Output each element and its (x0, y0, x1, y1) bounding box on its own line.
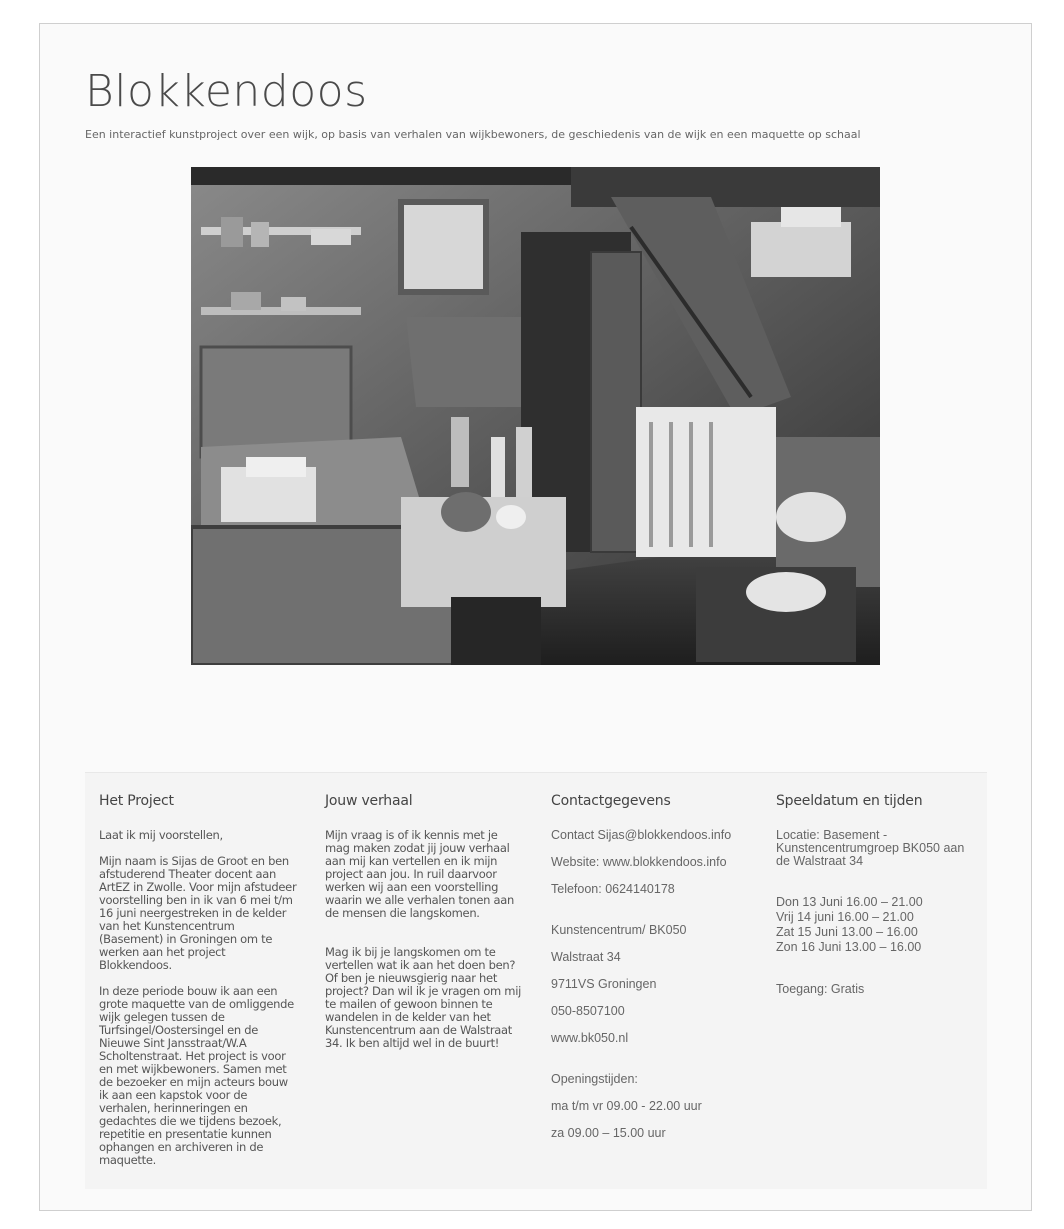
story-paragraph-1: Mijn vraag is of ik kennis met je mag maken zodat jij jouw verhaal aan mij kan vertellen en ik mijn project aan jou. In ruil daarvoor werken wij aan een voorstelling waarin we alle verhalen tonen aan de mensen die langskomen. (325, 828, 514, 920)
story-paragraph-2: Mag ik bij je langskomen om te vertellen wat ik aan het doen ben? Of ben je nieuwsgierig naar het project? Dan wil ik je vragen om mij te mailen of gewoon binnen te wandelen in de kelder van het Kunstencentrum aan de Walstraat 34. Ik ben altijd wel in de buurt! (325, 945, 521, 1050)
org-name: Kunstencentrum/ BK050 (551, 923, 687, 937)
schedule-date: Zat 15 Juni 13.00 – 16.00 (776, 925, 918, 939)
schedule-heading: Speeldatum en tijden (776, 793, 923, 809)
schedule-date: Don 13 Juni 16.00 – 21.00 (776, 895, 923, 909)
org-city: 9711VS Groningen (551, 977, 657, 991)
org-phone: 050-8507100 (551, 1004, 625, 1018)
contact-phone: Telefoon: 0624140178 (551, 882, 675, 896)
header-photo (191, 167, 880, 665)
footer (85, 772, 987, 1189)
schedule-date: Vrij 14 juni 16.00 – 21.00 (776, 910, 914, 924)
schedule-column (776, 793, 976, 996)
contact-website[interactable]: Website: www.blokkendoos.info (551, 855, 727, 869)
story-heading: Jouw verhaal (325, 793, 413, 809)
project-paragraph-1: Mijn naam is Sijas de Groot en ben afstuderend Theater docent aan ArtEZ in Zwolle. Voor mijn afstudeer voorstelling ben in ik van 6 mei t/m 16 juni neergestreken in de kelder van het Kunstencentrum (Basement) in Groningen om te werken aan het project Blokkendoos. (99, 854, 297, 972)
hours-saturday: za 09.00 – 15.00 uur (551, 1126, 666, 1140)
project-intro: Laat ik mij voorstellen, (99, 828, 223, 842)
org-street: Walstraat 34 (551, 950, 621, 964)
schedule-location: Locatie: Basement - Kunstencentrumgroep BK050 aan de Walstraat 34 (776, 828, 965, 868)
project-heading: Het Project (99, 793, 174, 809)
hours-week: ma t/m vr 09.00 - 22.00 uur (551, 1099, 702, 1113)
schedule-date: Zon 16 Juni 13.00 – 16.00 (776, 940, 922, 954)
schedule-entry: Toegang: Gratis (776, 982, 865, 996)
page-frame (39, 23, 1032, 1211)
schedule-dates (776, 895, 976, 955)
org-site[interactable]: www.bk050.nl (551, 1031, 629, 1045)
site-title[interactable]: Blokkendoos (85, 66, 368, 117)
contact-email[interactable]: Contact Sijas@blokkendoos.info (551, 828, 732, 842)
site-tagline: Een interactief kunstproject over een wijk, op basis van verhalen van wijkbewoners, de geschiedenis van de wijk en een maquette op schaal (85, 128, 861, 141)
contact-column (551, 793, 751, 1147)
project-column (99, 793, 299, 1167)
contact-heading: Contactgegevens (551, 793, 671, 809)
project-paragraph-2: In deze periode bouw ik aan een grote maquette van de omliggende wijk gelegen tussen de Turfsingel/Oostersingel en de Nieuwe Sint Jansstraat/W.A Scholtenstraat. Het project is voor en met wijkbewoners. Samen met de bezoeker en mijn acteurs bouw ik aan een kapstok voor de verhalen, herinneringen en gedachtes die we tijdens bezoek, repetitie en presentatie kunnen ophangen en archiveren in de maquette. (99, 984, 294, 1167)
story-column (325, 793, 525, 1050)
hours-label: Openingstijden: (551, 1072, 638, 1086)
